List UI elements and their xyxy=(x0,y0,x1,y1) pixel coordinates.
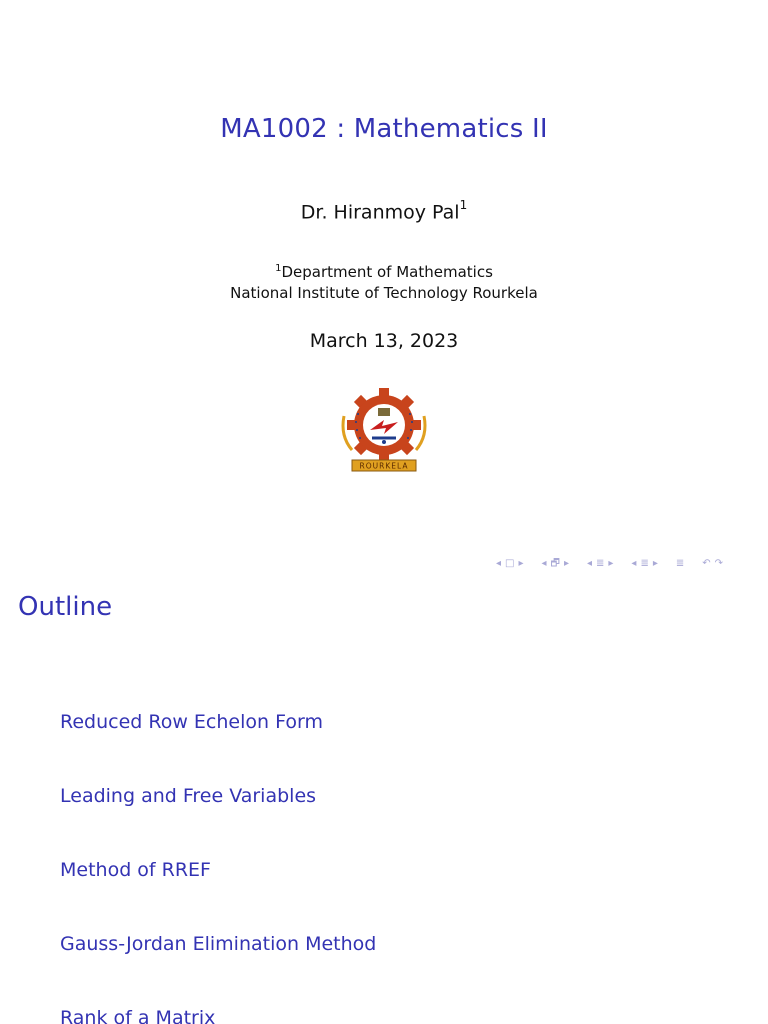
outline-item-rref[interactable]: Reduced Row Echelon Form xyxy=(60,711,323,733)
author-footnote-mark: 1 xyxy=(459,198,468,212)
beamer-navigation-bar xyxy=(496,557,723,571)
author-name: Dr. Hiranmoy Pal xyxy=(300,201,460,224)
nav-slide-icon[interactable]: □ xyxy=(505,558,515,569)
affiliation-mark: 1 xyxy=(275,263,282,274)
department-line xyxy=(0,258,768,283)
nav-document-icon[interactable]: ≣ xyxy=(675,558,685,569)
presentation-date: March 13, 2023 xyxy=(309,330,459,352)
nav-subsection-icon[interactable]: ≣ xyxy=(596,558,605,569)
nav-next-slide-icon[interactable]: ▸ xyxy=(518,558,524,569)
outline-slide xyxy=(0,576,768,1024)
slide-title: MA1002 : Mathematics II xyxy=(220,114,548,144)
nav-forward-icon[interactable]: ↷ xyxy=(714,558,724,569)
nit-rourkela-emblem-icon xyxy=(338,386,430,476)
nav-next-subsection-icon[interactable]: ▸ xyxy=(608,558,614,569)
nav-frame-icon[interactable]: 🗗 xyxy=(550,558,560,569)
affiliation xyxy=(0,258,768,304)
outline-list xyxy=(60,710,376,1024)
author-line xyxy=(0,200,768,223)
institute-name: National Institute of Technology Rourkela xyxy=(230,284,538,302)
nav-back-icon[interactable]: ↶ xyxy=(702,558,711,569)
nav-next-frame-icon[interactable]: ▸ xyxy=(563,558,569,569)
outline-item-gauss-jordan[interactable]: Gauss-Jordan Elimination Method xyxy=(60,933,377,955)
outline-item-leading-free-variables[interactable]: Leading and Free Variables xyxy=(60,785,317,807)
nav-prev-section-icon[interactable]: ◂ xyxy=(631,558,637,569)
nav-prev-frame-icon[interactable]: ◂ xyxy=(541,558,547,569)
nav-prev-slide-icon[interactable]: ◂ xyxy=(496,558,502,569)
outline-title: Outline xyxy=(18,592,113,622)
nav-next-section-icon[interactable]: ▸ xyxy=(652,558,658,569)
nav-section-icon[interactable]: ≣ xyxy=(640,558,649,569)
department-name: Department of Mathematics xyxy=(281,263,493,281)
logo-banner-text: ROURKELA xyxy=(359,461,409,471)
nav-prev-subsection-icon[interactable]: ◂ xyxy=(586,558,592,569)
outline-item-rank-of-matrix[interactable]: Rank of a Matrix xyxy=(60,1007,216,1024)
outline-item-method-of-rref[interactable]: Method of RREF xyxy=(60,859,211,881)
